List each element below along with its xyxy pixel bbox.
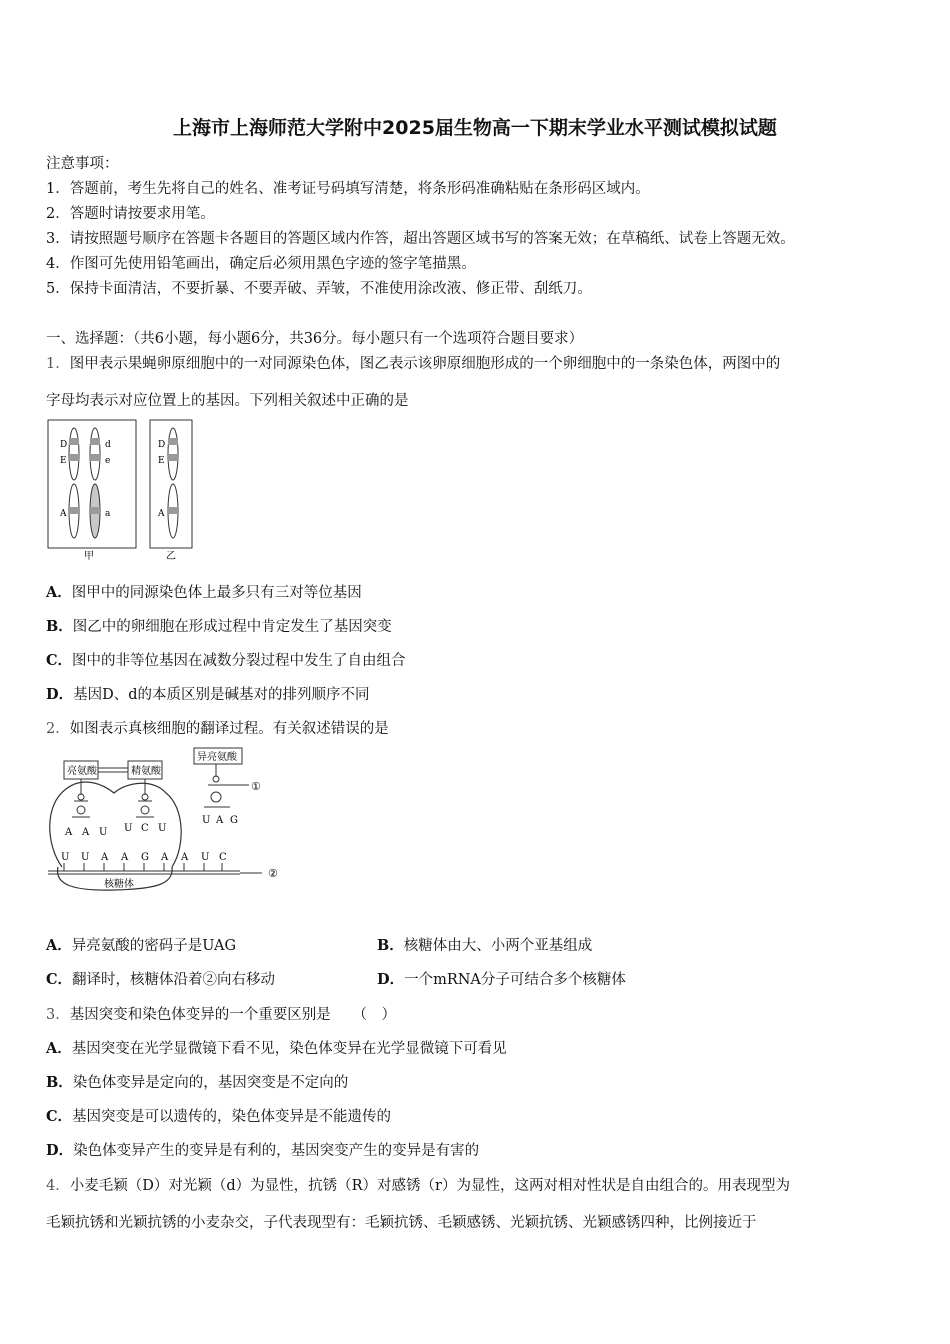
gene-label: A bbox=[60, 509, 67, 519]
chromosome-figure bbox=[46, 418, 198, 562]
option-b: B．核糖体由大、小两个亚基组成 bbox=[377, 937, 593, 954]
svg-text:U: U bbox=[99, 827, 108, 838]
svg-text:A: A bbox=[121, 852, 129, 863]
notice-item: 2．答题时请按要求用笔。 bbox=[46, 206, 215, 222]
question-number: 2． bbox=[46, 721, 70, 737]
amino-acid-label: 亮氨酸 bbox=[67, 766, 97, 777]
trna-3 bbox=[204, 764, 249, 807]
notice-item: 4．作图可先使用铅笔画出，确定后必须用黑色字迹的签字笔描黑。 bbox=[46, 256, 476, 272]
ribosome-label: 核糖体 bbox=[104, 879, 134, 890]
svg-text:A: A bbox=[82, 827, 90, 838]
svg-text:U: U bbox=[124, 823, 133, 834]
option-b: B．图乙中的卵细胞在形成过程中肯定发生了基因突变 bbox=[46, 618, 392, 635]
question-4-stem-cont: 毛颖抗锈和光颖抗锈的小麦杂交，子代表现型有：毛颖抗锈、毛颖感锈、光颖抗锈、光颖感锈四种，比例接近于 bbox=[46, 1215, 757, 1231]
mrna-strand bbox=[48, 871, 262, 874]
question-number: 1． bbox=[46, 356, 70, 372]
marker-2: ② bbox=[268, 867, 278, 880]
chromosome-yi bbox=[168, 428, 178, 538]
gene-label: E bbox=[60, 456, 67, 466]
svg-text:A: A bbox=[101, 852, 109, 863]
gene-label: d bbox=[105, 440, 111, 450]
gene-label: E bbox=[158, 456, 165, 466]
option-a: A．图甲中的同源染色体上最多只有三对等位基因 bbox=[46, 584, 362, 601]
svg-text:G: G bbox=[141, 852, 149, 863]
svg-text:A: A bbox=[216, 815, 224, 826]
amino-acid-label: 精氨酸 bbox=[131, 766, 161, 777]
question-number: 3． bbox=[46, 1007, 70, 1023]
translation-figure bbox=[44, 745, 294, 895]
option-a: A．基因突变在光学显微镜下看不见，染色体变异在光学显微镜下可看见 bbox=[46, 1040, 507, 1057]
svg-text:U: U bbox=[61, 852, 70, 863]
question-4-stem: 4．小麦毛颖（D）对光颖（d）为显性，抗锈（R）对感锈（r）为显性，这两对相对性状是自由组合的。用表现型为 bbox=[46, 1178, 790, 1194]
svg-text:U: U bbox=[201, 852, 210, 863]
option-d: D．一个mRNA分子可结合多个核糖体 bbox=[377, 971, 626, 988]
option-c: C．翻译时，核糖体沿着②向右移动 bbox=[46, 971, 276, 988]
option-b: B．染色体变异是定向的，基因突变是不定向的 bbox=[46, 1074, 349, 1091]
notice-item: 5．保持卡面清洁，不要折暴、不要弄破、弄皱，不准使用涂改液、修正带、刮纸刀。 bbox=[46, 281, 592, 297]
svg-text:U: U bbox=[202, 815, 211, 826]
option-a: A．异亮氨酸的密码子是UAG bbox=[46, 937, 237, 954]
figure-caption: 甲 bbox=[84, 551, 94, 562]
option-c: C．基因突变是可以遗传的，染色体变异是不能遗传的 bbox=[46, 1108, 392, 1125]
question-1-stem-cont: 字母均表示对应位置上的基因。下列相关叙述中正确的是 bbox=[46, 393, 409, 409]
svg-text:U: U bbox=[158, 823, 167, 834]
chromosome-left bbox=[69, 428, 79, 538]
notice-heading: 注意事项： bbox=[46, 156, 119, 172]
option-d: D．染色体变异产生的变异是有利的，基因突变产生的变异是有害的 bbox=[46, 1142, 480, 1159]
amino-acid-label: 异亮氨酸 bbox=[197, 752, 237, 763]
chromosome-right bbox=[90, 428, 100, 538]
gene-label: a bbox=[105, 509, 111, 519]
marker-1: ① bbox=[251, 780, 261, 793]
question-number: 4． bbox=[46, 1178, 70, 1194]
option-c: C．图中的非等位基因在减数分裂过程中发生了自由组合 bbox=[46, 652, 406, 669]
svg-text:C: C bbox=[141, 823, 149, 834]
page-title: 上海市上海师范大学附中2025届生物高一下期末学业水平测试模拟试题 bbox=[173, 117, 777, 139]
figure-caption: 乙 bbox=[166, 551, 176, 562]
gene-label: A bbox=[158, 509, 165, 519]
trna-1 bbox=[72, 779, 90, 817]
option-d: D．基因D、d的本质区别是碱基对的排列顺序不同 bbox=[46, 686, 370, 703]
svg-text:A: A bbox=[65, 827, 73, 838]
gene-label: D bbox=[60, 440, 68, 450]
gene-label: e bbox=[105, 456, 111, 466]
svg-text:A: A bbox=[181, 852, 189, 863]
svg-text:U: U bbox=[81, 852, 90, 863]
notice-item: 3．请按照题号顺序在答题卡各题目的答题区域内作答，超出答题区域书写的答案无效；在草稿纸、试卷上答题无效。 bbox=[46, 231, 795, 247]
svg-text:A: A bbox=[161, 852, 169, 863]
gene-label: D bbox=[158, 440, 166, 450]
notice-item: 1．答题前，考生先将自己的姓名、准考证号码填写清楚，将条形码准确粘贴在条形码区域内。 bbox=[46, 181, 650, 197]
svg-text:C: C bbox=[219, 852, 227, 863]
svg-text:G: G bbox=[230, 815, 238, 826]
question-1-stem: 1．图甲表示果蝇卵原细胞中的一对同源染色体，图乙表示该卵原细胞形成的一个卵细胞中的一条染色体，两图中的 bbox=[46, 356, 781, 372]
section-heading: 一、选择题：（共6小题，每小题6分，共36分。每小题只有一个选项符合题目要求） bbox=[46, 331, 584, 347]
question-2-stem: 2．如图表示真核细胞的翻译过程。有关叙述错误的是 bbox=[46, 721, 389, 737]
question-3-stem: 3．基因突变和染色体变异的一个重要区别是 （ ） bbox=[46, 1007, 396, 1023]
